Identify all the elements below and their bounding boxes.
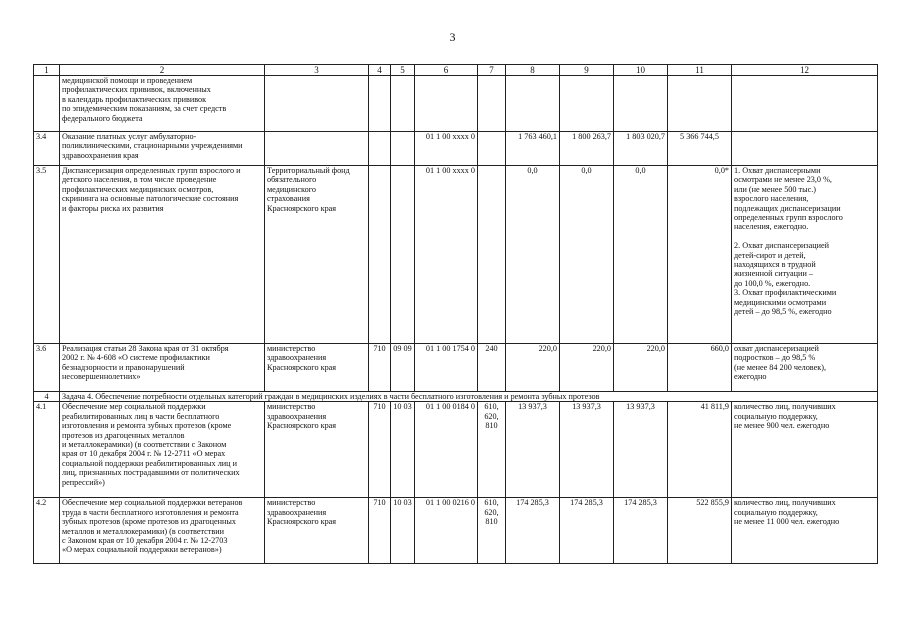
row-executor: министерство здравоохранения Красноярского края <box>267 344 337 372</box>
row-y2: 0,0 <box>560 166 614 344</box>
header-cell: 10 <box>614 65 668 76</box>
row-name: Оказание платных услуг амбулаторно- поликлиническими, стационарными учреждениями здравоохранения края <box>62 132 243 160</box>
header-cell: 9 <box>560 65 614 76</box>
row-rzpr <box>391 132 415 166</box>
row-y3: 13 937,3 <box>614 402 668 498</box>
row-y3: 220,0 <box>614 344 668 392</box>
row-total: 522 855,9 <box>668 498 732 564</box>
row-y2: 174 285,3 <box>560 498 614 564</box>
header-row <box>34 65 878 76</box>
row-y1: 0,0 <box>506 166 560 344</box>
row-grbs: 710 <box>369 402 391 498</box>
task-row <box>34 392 878 402</box>
row-y3: 1 803 020,7 <box>614 132 668 166</box>
header-cell: 3 <box>265 65 369 76</box>
row-y2: 13 937,3 <box>560 402 614 498</box>
table-row <box>34 166 878 344</box>
row-name: Диспансеризация определенных групп взрослого и детского населения, в том числе проведение профилактических медицинских осмотров, скрининга на основные патологические состояния и факторы риска их развития <box>62 166 241 213</box>
row-executor: министерство здравоохранения Красноярского края <box>267 498 337 527</box>
row-csr: 01 1 00 1754 0 <box>415 344 478 392</box>
row-result: охват диспансеризацией подростков – до 98,5 % (не менее 84 200 человек), ежегодно <box>734 344 826 382</box>
row-rzpr <box>391 166 415 344</box>
row-vr: 610, 620, 810 <box>484 402 499 431</box>
row-name: Обеспечение мер социальной поддержки реабилитированных лиц в части бесплатного изготовления и ремонта зубных протезов (кроме протезов из драгоценных металлов и металлокерамики) (в соответствии с Законом края от 10 декабря 2004 г. № 12-2711 «О мерах социальной поддержки реабилитированных лиц и лиц, признанных пострадавшими от политических репрессий») <box>62 402 240 487</box>
row-result: количество лиц, получивших социальную поддержку, не менее 11 000 чел. ежегодно <box>734 498 840 527</box>
row-y3: 174 285,3 <box>614 498 668 564</box>
row-total: 5 366 744,5 <box>668 132 732 166</box>
program-table <box>33 64 878 564</box>
header-cell: 8 <box>506 65 560 76</box>
row-y1: 13 937,3 <box>506 402 560 498</box>
table-row <box>34 498 878 564</box>
row-rzpr: 10 03 <box>391 498 415 564</box>
row-vr: 610, 620, 810 <box>484 498 499 527</box>
row-executor: Территориальный фонд обязательного медицинского страхования Красноярского края <box>267 166 350 213</box>
row-number: 3.5 <box>34 166 60 344</box>
header-cell: 5 <box>391 65 415 76</box>
row-rzpr: 10 03 <box>391 402 415 498</box>
row-y2: 1 800 263,7 <box>560 132 614 166</box>
row-y3: 0,0 <box>614 166 668 344</box>
row-vr <box>478 132 506 166</box>
row-grbs <box>369 132 391 166</box>
row-vr: 240 <box>478 344 506 392</box>
header-cell: 2 <box>60 65 265 76</box>
row-y1: 174 285,3 <box>506 498 560 564</box>
table-row <box>34 402 878 498</box>
row-name: Обеспечение мер социальной поддержки ветеранов труда в части бесплатного изготовления и ремонта зубных протезов (кроме протезов из драгоценных металлов и металлокерамики) (в соответствии с Законом края от 10 декабря 2004 г. № 12-2703 «О мерах социальной поддержки ветеранов») <box>62 498 243 555</box>
task-number: 4 <box>34 392 60 402</box>
row-csr: 01 1 00 xxxx 0 <box>415 132 478 166</box>
row-name: Реализация статьи 28 Закона края от 31 октября 2002 г. № 4-608 «О системе профилактики безнадзорности и правонарушений несовершеннолетних» <box>62 344 229 382</box>
row-y2: 220,0 <box>560 344 614 392</box>
row-total: 660,0 <box>668 344 732 392</box>
row-result: 1. Охват диспансерными осмотрами не менее 23,0 %, или (не менее 500 тыс.) взрослого населения, подлежащих диспансеризации определенных групп взрослого населения, ежегодно. 2. Охват диспансеризацией детей-сирот и детей, находящихся в трудной жизненной ситуации – до 100,0 %, ежегодно. 3. Охват профилактическими медицинскими осмотрами детей – до 98,5 %, ежегодно <box>734 166 843 317</box>
page-number: 3 <box>449 30 456 44</box>
row-rzpr: 09 09 <box>391 344 415 392</box>
table-row <box>34 132 878 166</box>
row-y1: 1 763 460,1 <box>506 132 560 166</box>
row-number: 4.2 <box>34 498 60 564</box>
header-cell: 4 <box>369 65 391 76</box>
row-total: 41 811,9 <box>668 402 732 498</box>
row-vr <box>478 166 506 344</box>
row-number: 3.6 <box>34 344 60 392</box>
row-csr: 01 1 00 0184 0 <box>415 402 478 498</box>
row-number: 3.4 <box>34 132 60 166</box>
row-y1: 220,0 <box>506 344 560 392</box>
row-grbs: 710 <box>369 344 391 392</box>
row-grbs <box>369 166 391 344</box>
table-row <box>34 344 878 392</box>
table-row-continuation <box>34 76 878 132</box>
row-result: количество лиц, получивших социальную поддержку, не менее 900 чел. ежегодно <box>734 402 836 431</box>
row-name: медицинской помощи и проведением профилактических прививок, включенных в календарь профилактических прививок по эпидемическим показаниям, за счет средств федерального бюджета <box>62 76 227 123</box>
row-number: 4.1 <box>34 402 60 498</box>
row-total: 0,0* <box>668 166 732 344</box>
row-executor: министерство здравоохранения Красноярского края <box>267 402 337 431</box>
task-title: Задача 4. Обеспечение потребности отдельных категорий граждан в медицинских изделиях в части бесплатного изготовления и ремонта зубных протезов <box>60 392 878 402</box>
row-grbs: 710 <box>369 498 391 564</box>
header-cell: 11 <box>668 65 732 76</box>
header-cell: 7 <box>478 65 506 76</box>
header-cell: 1 <box>34 65 60 76</box>
row-csr: 01 1 00 0216 0 <box>415 498 478 564</box>
header-cell: 12 <box>732 65 878 76</box>
header-cell: 6 <box>415 65 478 76</box>
row-csr: 01 1 00 xxxx 0 <box>415 166 478 344</box>
